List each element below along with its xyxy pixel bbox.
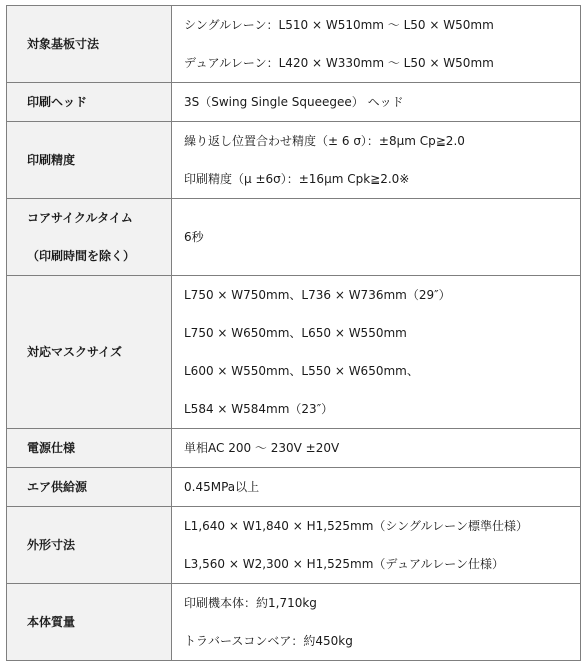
table-row xyxy=(7,468,581,507)
row-value xyxy=(172,199,581,276)
table-row xyxy=(7,276,581,429)
row-label xyxy=(7,584,172,661)
spec-table xyxy=(6,5,581,661)
row-value-line: 印刷精度（μ ±6σ）：±16μm Cpk≧2.0※ xyxy=(184,172,410,186)
table-row xyxy=(7,584,581,661)
row-label-text: 電源仕様 xyxy=(27,441,76,455)
row-value-line: 3S（Swing Single Squeegee） ヘッド xyxy=(184,94,404,109)
row-value-line: 単相AC 200 ～ 230V ±20V xyxy=(184,440,340,455)
row-value xyxy=(172,584,581,661)
row-label-text: エア供給源 xyxy=(27,480,88,494)
row-label-text: 印刷精度 xyxy=(27,153,76,167)
row-value-line: トラバースコンベア：約450kg xyxy=(184,634,353,648)
row-value-line: L600 × W550mm、L550 × W650mm、 xyxy=(184,364,419,378)
table-row xyxy=(7,429,581,468)
row-value-line: 印刷機本体：約1,710kg xyxy=(184,596,317,610)
row-label xyxy=(7,199,172,276)
row-label xyxy=(7,507,172,584)
row-label xyxy=(7,122,172,199)
table-row xyxy=(7,199,581,276)
row-value xyxy=(172,507,581,584)
row-value-line: L584 × W584mm（23″） xyxy=(184,402,334,416)
row-value-line: 繰り返し位置合わせ精度（± 6 σ）：±8μm Cp≧2.0 xyxy=(184,134,465,148)
spec-table-body xyxy=(7,6,581,661)
row-value xyxy=(172,122,581,199)
row-value xyxy=(172,276,581,429)
row-value-line: シングルレーン：L510 × W510mm ～ L50 × W50mm xyxy=(184,18,494,32)
row-value xyxy=(172,83,581,122)
table-row xyxy=(7,507,581,584)
row-label xyxy=(7,468,172,507)
row-label xyxy=(7,429,172,468)
row-value xyxy=(172,429,581,468)
row-value-line: L3,560 × W2,300 × H1,525mm（デュアルレーン仕様） xyxy=(184,557,505,571)
row-label-text: コアサイクルタイム xyxy=(27,211,133,225)
table-row xyxy=(7,6,581,83)
row-label-text: 外形寸法 xyxy=(27,538,76,552)
row-label-text: 本体質量 xyxy=(27,615,76,629)
row-value-line: デュアルレーン：L420 × W330mm ～ L50 × W50mm xyxy=(184,56,494,70)
row-label-text: 対応マスクサイズ xyxy=(27,345,123,359)
row-label-text: （印刷時間を除く） xyxy=(27,249,136,263)
row-value xyxy=(172,6,581,83)
row-value-line: 0.45MPa以上 xyxy=(184,479,260,494)
row-value xyxy=(172,468,581,507)
row-label xyxy=(7,83,172,122)
row-label xyxy=(7,276,172,429)
row-value-line: 6秒 xyxy=(184,230,204,244)
row-value-line: L750 × W650mm、L650 × W550mm xyxy=(184,326,407,340)
table-row xyxy=(7,122,581,199)
row-label-text: 対象基板寸法 xyxy=(27,37,100,51)
row-label xyxy=(7,6,172,83)
table-row xyxy=(7,83,581,122)
row-value-line: L750 × W750mm、L736 × W736mm（29″） xyxy=(184,288,451,302)
row-value-line: L1,640 × W1,840 × H1,525mm（シングルレーン標準仕様） xyxy=(184,519,528,533)
row-label-text: 印刷ヘッド xyxy=(27,95,88,109)
